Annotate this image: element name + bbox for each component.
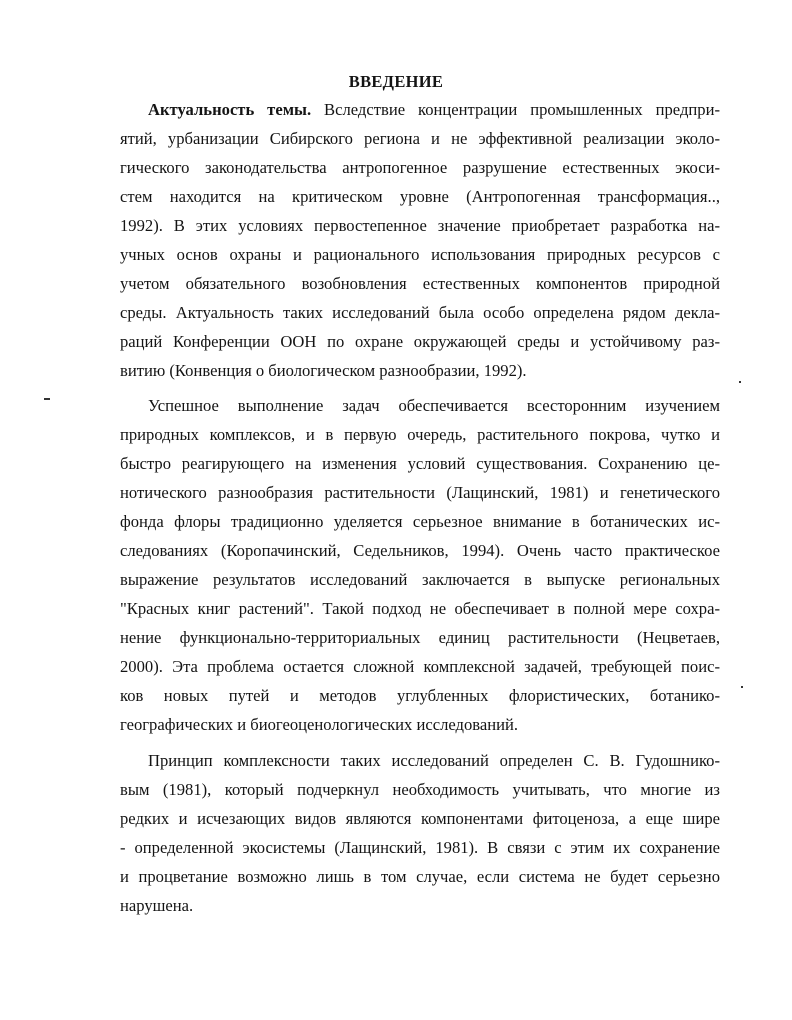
paragraph-2-line: быстро реагирующего на изменения условий существования. Сохранению це- — [120, 454, 720, 473]
paragraph-2-line: 2000). Эта проблема остается сложной комплексной задачей, требующей поис- — [120, 657, 720, 676]
paragraph-1-line: учных основ охраны и рационального использования природных ресурсов с — [120, 245, 720, 264]
paragraph-3-line: и процветание возможно лишь в том случае, если система не будет серьезно — [120, 867, 720, 886]
paragraph-2-line: ков новых путей и методов углубленных флористических, ботанико- — [120, 686, 720, 705]
paragraph-1-line: учетом обязательного возобновления естественных компонентов природной — [120, 274, 720, 293]
paragraph-1-line: ятий, урбанизации Сибирского региона и не эффективной реализации эколо- — [120, 129, 720, 148]
paragraph-1-line: среды. Актуальность таких исследований была особо определена рядом декла- — [120, 303, 720, 322]
paragraph-1-line: гического законодательства антропогенное разрушение естественных экоси- — [120, 158, 720, 177]
paragraph-1-line-text: Вследствие концентрации промышленных предпри- — [311, 100, 720, 119]
paragraph-1-line: раций Конференции ООН по охране окружающей среды и устойчивому раз- — [120, 332, 720, 351]
page-title: ВВЕДЕНИЕ — [348, 72, 444, 91]
paragraph-3-line: нарушена. — [120, 896, 194, 915]
scan-speck — [44, 398, 50, 400]
paragraph-1-line: 1992). В этих условиях первостепенное значение приобретает разработка на- — [120, 216, 720, 235]
scan-speck — [739, 381, 741, 383]
paragraph-3-line: Принцип комплексности таких исследований определен С. В. Гудошнико- — [148, 751, 720, 770]
paragraph-3-line: вым (1981), который подчеркнул необходимость учитывать, что многие из — [120, 780, 720, 799]
paragraph-2-line: нотического разнообразия растительности (Лащинский, 1981) и генетического — [120, 483, 720, 502]
paragraph-1-line: витию (Конвенция о биологическом разнообразии, 1992). — [120, 361, 527, 380]
paragraph-2-line: выражение результатов исследований заключается в выпуске региональных — [120, 570, 720, 589]
paragraph-2-line: "Красных книг растений". Такой подход не обеспечивает в полной мере сохра- — [120, 599, 720, 618]
paragraph-1-line: стем находится на критическом уровне (Антропогенная трансформация.., — [120, 187, 720, 206]
paragraph-2-line: следованиях (Коропачинский, Седельников, 1994). Очень часто практическое — [120, 541, 720, 560]
paragraph-2-line: нение функционально-территориальных единиц растительности (Нецветаев, — [120, 628, 720, 647]
paragraph-2-line: природных комплексов, и в первую очередь, растительного покрова, чутко и — [120, 425, 720, 444]
paragraph-2-line: фонда флоры традиционно уделяется серьезное внимание в ботанических ис- — [120, 512, 720, 531]
paragraph-1-line — [148, 100, 720, 120]
paragraph-2-line: Успешное выполнение задач обеспечивается всесторонним изучением — [148, 396, 720, 415]
paragraph-3-line: - определенной экосистемы (Лащинский, 1981). В связи с этим их сохранение — [120, 838, 720, 857]
paragraph-2-line: географических и биогеоценологических исследований. — [120, 715, 519, 734]
lead-in-label: Актуальность темы. — [148, 100, 312, 119]
scan-speck — [741, 686, 743, 688]
paragraph-3-line: редких и исчезающих видов являются компонентами фитоценоза, а еще шире — [120, 809, 720, 828]
